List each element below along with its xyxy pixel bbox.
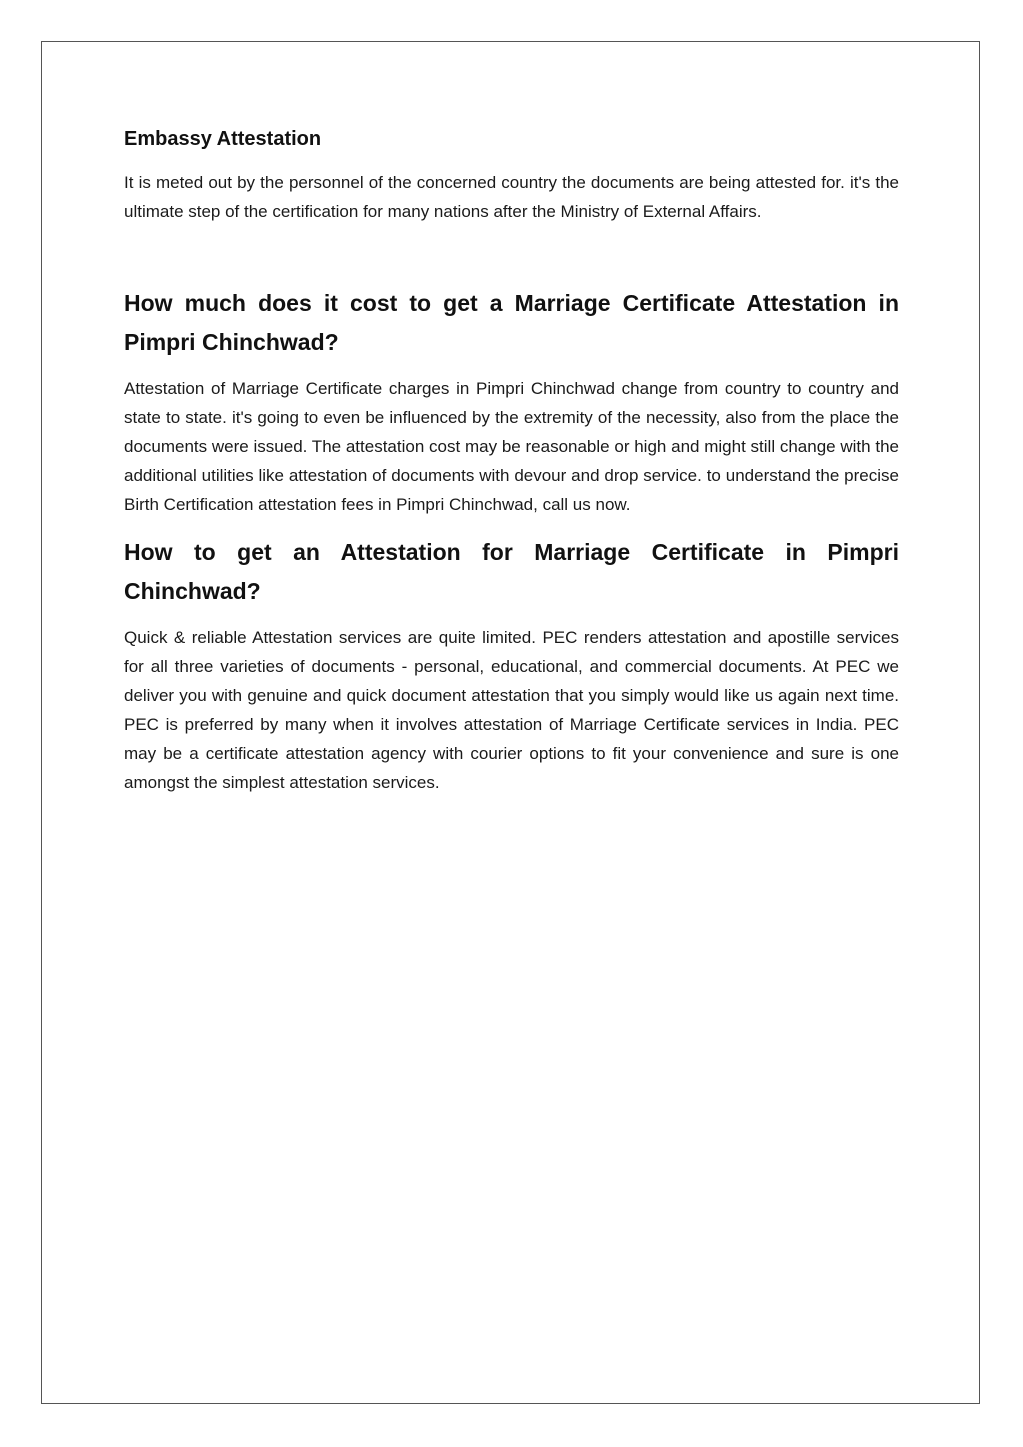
document-content bbox=[124, 122, 899, 797]
section-heading-how-to: How to get an Attestation for Marriage Certificate in Pimpri Chinchwad? bbox=[124, 539, 899, 604]
section-body-embassy-attestation: It is meted out by the personnel of the concerned country the documents are being attested for. it's the ultimate step of the certification for many nations after the Ministry of External Affairs. bbox=[124, 173, 899, 221]
section-body-cost: Attestation of Marriage Certificate charges in Pimpri Chinchwad change from country to country and state to state. it's going to even be influenced by the extremity of the necessity, also from the place the documents were issued. The attestation cost may be reasonable or high and might still change with the additional utilities like attestation of documents with devour and drop service. to understand the precise Birth Certification attestation fees in Pimpri Chinchwad, call us now. bbox=[124, 379, 899, 514]
section-heading-cost: How much does it cost to get a Marriage Certificate Attestation in Pimpri Chinchwad? bbox=[124, 290, 899, 355]
spacer bbox=[124, 519, 899, 533]
section-heading-embassy-attestation: Embassy Attestation bbox=[124, 128, 322, 150]
section-body-how-to: Quick & reliable Attestation services are quite limited. PEC renders attestation and apostille services for all three varieties of documents - personal, educational, and commercial documents. At PEC we deliver you with genuine and quick document attestation that you simply would like us again next time. PEC is preferred by many when it involves attestation of Marriage Certificate services in India. PEC may be a certificate attestation agency with courier options to fit your convenience and sure is one amongst the simplest attestation services. bbox=[124, 628, 899, 792]
spacer bbox=[124, 226, 899, 284]
